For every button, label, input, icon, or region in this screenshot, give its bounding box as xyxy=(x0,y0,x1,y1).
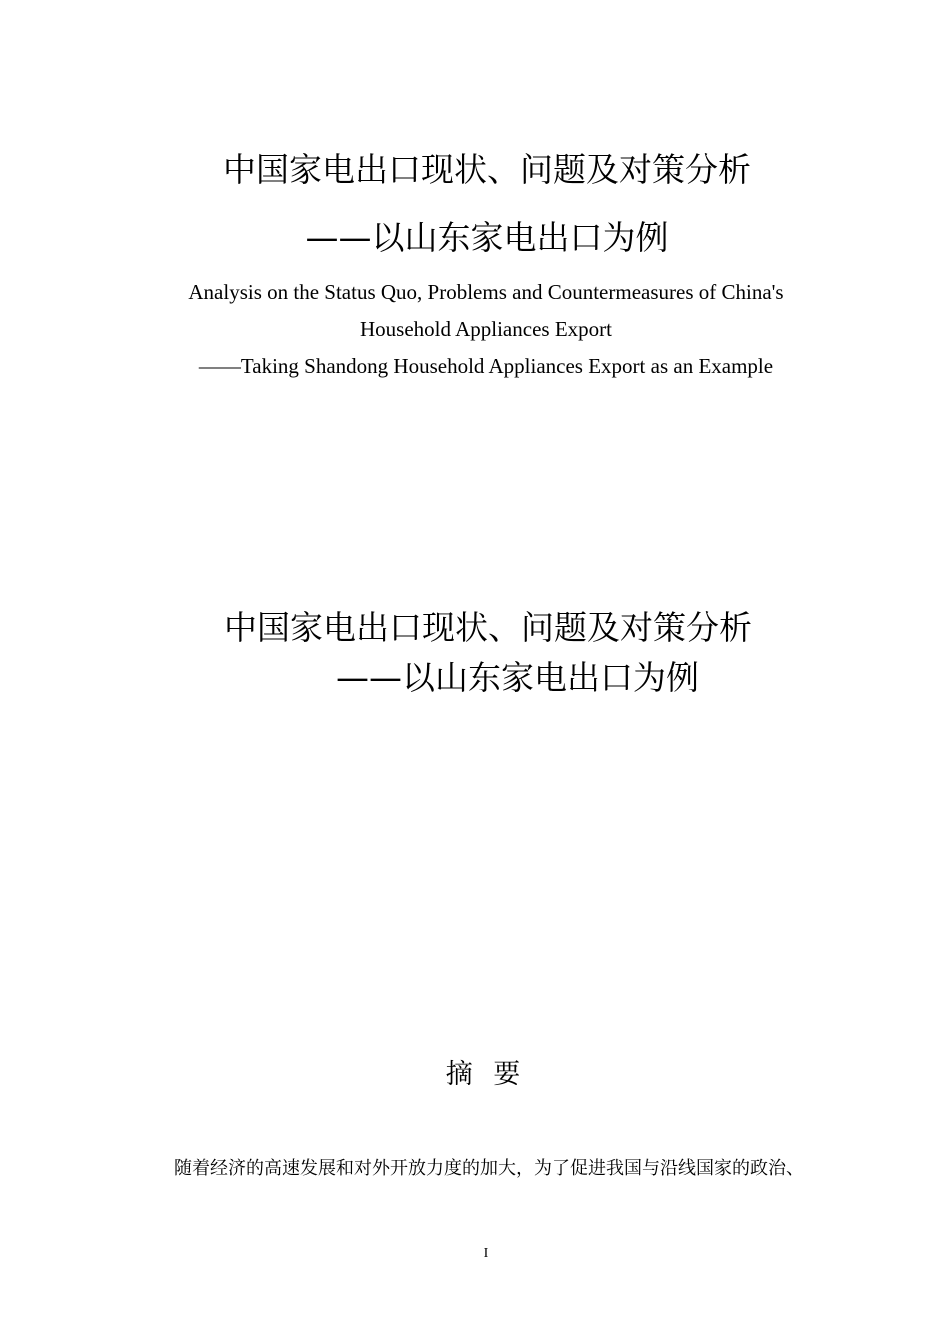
cover-chinese-title-line1: 中国家电出口现状、问题及对策分析 xyxy=(223,150,751,189)
page-number: I xyxy=(483,1246,489,1261)
abstract-heading: 摘 要 xyxy=(445,1059,527,1090)
cover-chinese-title-line2: ——以山东家电出口为例 xyxy=(305,218,669,257)
cover-english-title-line3: ——Taking Shandong Household Appliances Export as an Example xyxy=(198,354,774,378)
second-chinese-title-line1: 中国家电出口现状、问题及对策分析 xyxy=(224,608,752,647)
cover-english-title-line1: Analysis on the Status Quo, Problems and Countermeasures of China's xyxy=(188,280,784,304)
cover-english-title-line2: Household Appliances Export xyxy=(360,317,612,341)
second-chinese-title-line2: ——以山东家电出口为例 xyxy=(336,658,699,697)
abstract-first-line: 随着经济的高速发展和对外开放力度的加大，为了促进我国与沿线国家的政治、 xyxy=(174,1158,804,1179)
